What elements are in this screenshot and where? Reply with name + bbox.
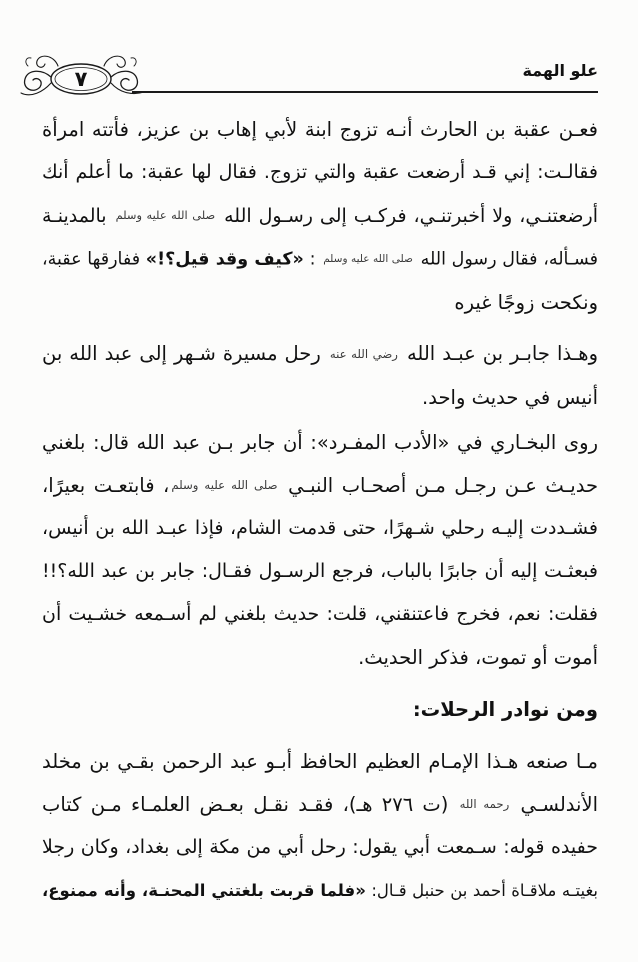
text-line: فعـن عقبة بن الحارث أنـه تزوج ابنة لأبي إهاب بن عزيز، فأتته امرأة <box>42 118 598 141</box>
text-line: حفيده قوله: سـمعت أبي يقول: رحل أبي من مكة إلى بغداد، وكان رجلا <box>42 835 598 858</box>
honorific-salla: صلى الله عليه وسلم <box>115 208 216 222</box>
text-line: وهـذا جابـر بن عبـد الله رضي الله عنه رحل مسيرة شـهر إلى عبد الله بن <box>42 342 599 366</box>
text-line: أرضعتنـي، ولا أخبرتنـي، فركـب إلى رسـول الله صلى الله عليه وسلم بالمدينـة <box>42 204 598 227</box>
text-line: روى البخـاري في «الأدب المفـرد»: أن جابر بـن عبد الله قال: بلغني <box>42 430 598 454</box>
quoted-narration: «فلما قربت بلغتني المحنـة، وأنه ممنوع، <box>42 880 366 900</box>
paragraph-1 <box>42 108 598 324</box>
page-number: ٧ <box>74 67 88 91</box>
section-heading: ومن نوادر الرحلات: <box>412 697 598 721</box>
text-line: ونكحت زوجًا غيره <box>454 291 598 315</box>
honorific-salla: صلى الله عليه وسلم <box>323 252 413 265</box>
text-line: أموت أو تموت، فذكر الحديث. <box>358 645 598 669</box>
honorific-salla: صلى الله عليه وسلم <box>171 477 278 492</box>
body-text <box>42 108 598 912</box>
honorific-radiya: رضي الله عنه <box>329 346 398 361</box>
text-line: الأندلسـي رحمه الله (ت ٢٧٦ هـ)، فقـد نقـل بعـض العلمـاء مـن كتاب <box>42 792 599 816</box>
paragraph-2 <box>42 332 598 418</box>
text-line: فبعثـت إليه أن جابرًا بالباب، فرجع الرسـول فقـال: جابر بن عبد الله؟!! <box>42 559 598 582</box>
text-line: مـا صنعه هـذا الإمـام العظيم الحافظ أبـو عبد الرحمن بقـي بن مخلد <box>42 749 598 773</box>
running-title: علو الهمة <box>522 61 598 80</box>
text-line: حديـث عـن رجـل مـن أصحـاب النبـي صلى الله عليه وسلم، فابتعـت بعيرًا، <box>42 473 599 497</box>
quoted-hadith: «كيف وقد قيل؟!» <box>145 249 304 270</box>
text-line: فقلت: نعم، فخرج فاعتنقني، قلت: حديث بلغني لم أسـمعه خشـيت أن <box>42 602 598 625</box>
text-line: بغيتـه ملاقـاة أحمد بن حنبل قـال: «فلما قربت بلغتني المحنـة، وأنه ممنوع، <box>42 880 599 900</box>
header-rule <box>132 91 598 93</box>
section-heading-wrap <box>42 688 598 731</box>
honorific-rahimahu: رحمه الله <box>459 796 510 811</box>
text-line: فسـأله، فقال رسول الله صلى الله عليه وسلم : «كيف وقد قيل؟!» ففارقها عقبة، <box>42 249 598 270</box>
paragraph-4 <box>42 740 598 912</box>
text-line: أنيس في حديث واحد. <box>422 385 598 409</box>
text-line: فشـددت إليـه رحلي شـهرًا، حتى قدمت الشام، فإذا عبـد الله بن أنيس، <box>42 516 598 539</box>
text-line: فقالـت: إني قـد أرضعت عقبة والتي تزوج. فقال لها عقبة: ما أعلم أنك <box>42 161 598 183</box>
page-number-ornament <box>16 48 146 108</box>
paragraph-3 <box>42 421 598 679</box>
